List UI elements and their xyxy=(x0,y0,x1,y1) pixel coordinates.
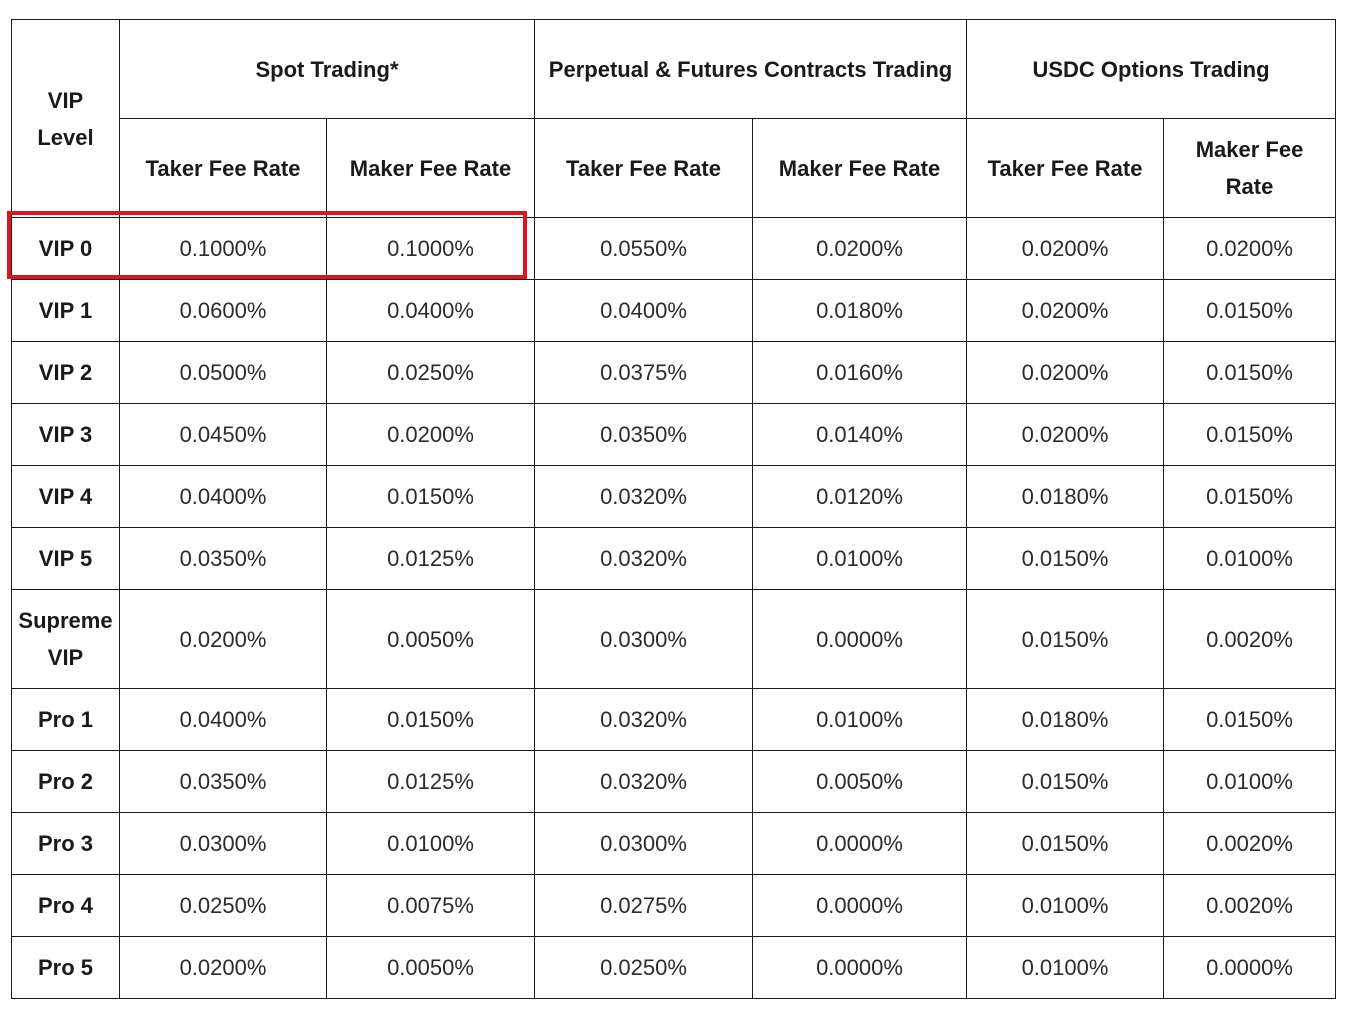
vip-level-cell: Pro 3 xyxy=(12,813,120,875)
options-maker-rate-cell: 0.0000% xyxy=(1164,937,1336,999)
vip-level-cell: Pro 2 xyxy=(12,751,120,813)
spot-maker-rate-cell: 0.0050% xyxy=(327,590,535,689)
header-options-maker: Maker Fee Rate xyxy=(1164,119,1336,218)
spot-maker-rate-cell: 0.0250% xyxy=(327,342,535,404)
spot-maker-rate-cell: 0.0400% xyxy=(327,280,535,342)
perp-taker-rate-cell: 0.0275% xyxy=(535,875,753,937)
header-spot-trading: Spot Trading* xyxy=(120,20,535,119)
spot-maker-rate-cell: 0.0150% xyxy=(327,689,535,751)
header-vip-level: VIP Level xyxy=(12,20,120,218)
vip-level-cell: VIP 2 xyxy=(12,342,120,404)
spot-maker-rate-cell: 0.0100% xyxy=(327,813,535,875)
spot-taker-rate-cell: 0.0350% xyxy=(120,528,327,590)
table-row xyxy=(12,813,1336,875)
options-taker-rate-cell: 0.0180% xyxy=(967,689,1164,751)
vip-level-cell: Pro 4 xyxy=(12,875,120,937)
perp-maker-rate-cell: 0.0050% xyxy=(753,751,967,813)
vip-level-cell: VIP 1 xyxy=(12,280,120,342)
spot-taker-rate-cell: 0.0200% xyxy=(120,590,327,689)
options-maker-rate-cell: 0.0020% xyxy=(1164,813,1336,875)
perp-maker-rate-cell: 0.0000% xyxy=(753,875,967,937)
perp-maker-rate-cell: 0.0200% xyxy=(753,218,967,280)
vip-level-cell: VIP 0 xyxy=(12,218,120,280)
options-taker-rate-cell: 0.0200% xyxy=(967,280,1164,342)
options-maker-rate-cell: 0.0200% xyxy=(1164,218,1336,280)
options-taker-rate-cell: 0.0100% xyxy=(967,937,1164,999)
perp-maker-rate-cell: 0.0100% xyxy=(753,528,967,590)
options-taker-rate-cell: 0.0150% xyxy=(967,590,1164,689)
table-row xyxy=(12,590,1336,689)
header-perp-maker: Maker Fee Rate xyxy=(753,119,967,218)
spot-maker-rate-cell: 0.0075% xyxy=(327,875,535,937)
spot-taker-rate-cell: 0.0300% xyxy=(120,813,327,875)
table-row xyxy=(12,937,1336,999)
perp-taker-rate-cell: 0.0300% xyxy=(535,813,753,875)
perp-taker-rate-cell: 0.0550% xyxy=(535,218,753,280)
vip-level-cell: VIP 3 xyxy=(12,404,120,466)
spot-taker-rate-cell: 0.0250% xyxy=(120,875,327,937)
table-row xyxy=(12,751,1336,813)
table-row xyxy=(12,528,1336,590)
spot-maker-rate-cell: 0.0150% xyxy=(327,466,535,528)
perp-maker-rate-cell: 0.0000% xyxy=(753,813,967,875)
vip-level-cell: Pro 1 xyxy=(12,689,120,751)
perp-taker-rate-cell: 0.0350% xyxy=(535,404,753,466)
options-maker-rate-cell: 0.0150% xyxy=(1164,689,1336,751)
vip-level-cell: Supreme VIP xyxy=(12,590,120,689)
spot-maker-rate-cell: 0.1000% xyxy=(327,218,535,280)
options-taker-rate-cell: 0.0100% xyxy=(967,875,1164,937)
perp-maker-rate-cell: 0.0180% xyxy=(753,280,967,342)
vip-level-cell: VIP 4 xyxy=(12,466,120,528)
perp-maker-rate-cell: 0.0000% xyxy=(753,590,967,689)
spot-taker-rate-cell: 0.0350% xyxy=(120,751,327,813)
options-taker-rate-cell: 0.0150% xyxy=(967,528,1164,590)
options-taker-rate-cell: 0.0150% xyxy=(967,751,1164,813)
header-usdc-options: USDC Options Trading xyxy=(967,20,1336,119)
spot-taker-rate-cell: 0.1000% xyxy=(120,218,327,280)
table-row xyxy=(12,404,1336,466)
table-row xyxy=(12,875,1336,937)
perp-maker-rate-cell: 0.0160% xyxy=(753,342,967,404)
spot-taker-rate-cell: 0.0500% xyxy=(120,342,327,404)
perp-taker-rate-cell: 0.0320% xyxy=(535,528,753,590)
table-row xyxy=(12,466,1336,528)
header-row-fee-types xyxy=(12,119,1336,218)
perp-maker-rate-cell: 0.0120% xyxy=(753,466,967,528)
table-row xyxy=(12,689,1336,751)
header-spot-taker: Taker Fee Rate xyxy=(120,119,327,218)
options-maker-rate-cell: 0.0020% xyxy=(1164,590,1336,689)
perp-maker-rate-cell: 0.0000% xyxy=(753,937,967,999)
options-maker-rate-cell: 0.0150% xyxy=(1164,342,1336,404)
spot-taker-rate-cell: 0.0600% xyxy=(120,280,327,342)
spot-taker-rate-cell: 0.0400% xyxy=(120,466,327,528)
options-taker-rate-cell: 0.0150% xyxy=(967,813,1164,875)
spot-taker-rate-cell: 0.0200% xyxy=(120,937,327,999)
spot-taker-rate-cell: 0.0400% xyxy=(120,689,327,751)
perp-taker-rate-cell: 0.0250% xyxy=(535,937,753,999)
options-maker-rate-cell: 0.0100% xyxy=(1164,751,1336,813)
table-row xyxy=(12,218,1336,280)
perp-taker-rate-cell: 0.0300% xyxy=(535,590,753,689)
fee-table-body xyxy=(12,218,1336,999)
header-spot-maker: Maker Fee Rate xyxy=(327,119,535,218)
options-taker-rate-cell: 0.0180% xyxy=(967,466,1164,528)
header-perpetual-futures: Perpetual & Futures Contracts Trading xyxy=(535,20,967,119)
perp-taker-rate-cell: 0.0375% xyxy=(535,342,753,404)
options-maker-rate-cell: 0.0150% xyxy=(1164,466,1336,528)
header-options-taker: Taker Fee Rate xyxy=(967,119,1164,218)
perp-maker-rate-cell: 0.0100% xyxy=(753,689,967,751)
spot-maker-rate-cell: 0.0125% xyxy=(327,528,535,590)
options-maker-rate-cell: 0.0150% xyxy=(1164,280,1336,342)
fee-table-container xyxy=(11,19,1336,999)
perp-taker-rate-cell: 0.0400% xyxy=(535,280,753,342)
perp-taker-rate-cell: 0.0320% xyxy=(535,466,753,528)
options-maker-rate-cell: 0.0150% xyxy=(1164,404,1336,466)
vip-level-cell: VIP 5 xyxy=(12,528,120,590)
options-maker-rate-cell: 0.0100% xyxy=(1164,528,1336,590)
table-row xyxy=(12,342,1336,404)
perp-taker-rate-cell: 0.0320% xyxy=(535,751,753,813)
header-row-groups xyxy=(12,20,1336,119)
spot-maker-rate-cell: 0.0125% xyxy=(327,751,535,813)
spot-maker-rate-cell: 0.0200% xyxy=(327,404,535,466)
perp-taker-rate-cell: 0.0320% xyxy=(535,689,753,751)
options-taker-rate-cell: 0.0200% xyxy=(967,342,1164,404)
options-maker-rate-cell: 0.0020% xyxy=(1164,875,1336,937)
vip-level-cell: Pro 5 xyxy=(12,937,120,999)
table-row xyxy=(12,280,1336,342)
spot-maker-rate-cell: 0.0050% xyxy=(327,937,535,999)
fee-rate-table xyxy=(11,19,1336,999)
spot-taker-rate-cell: 0.0450% xyxy=(120,404,327,466)
options-taker-rate-cell: 0.0200% xyxy=(967,404,1164,466)
header-perp-taker: Taker Fee Rate xyxy=(535,119,753,218)
perp-maker-rate-cell: 0.0140% xyxy=(753,404,967,466)
options-taker-rate-cell: 0.0200% xyxy=(967,218,1164,280)
